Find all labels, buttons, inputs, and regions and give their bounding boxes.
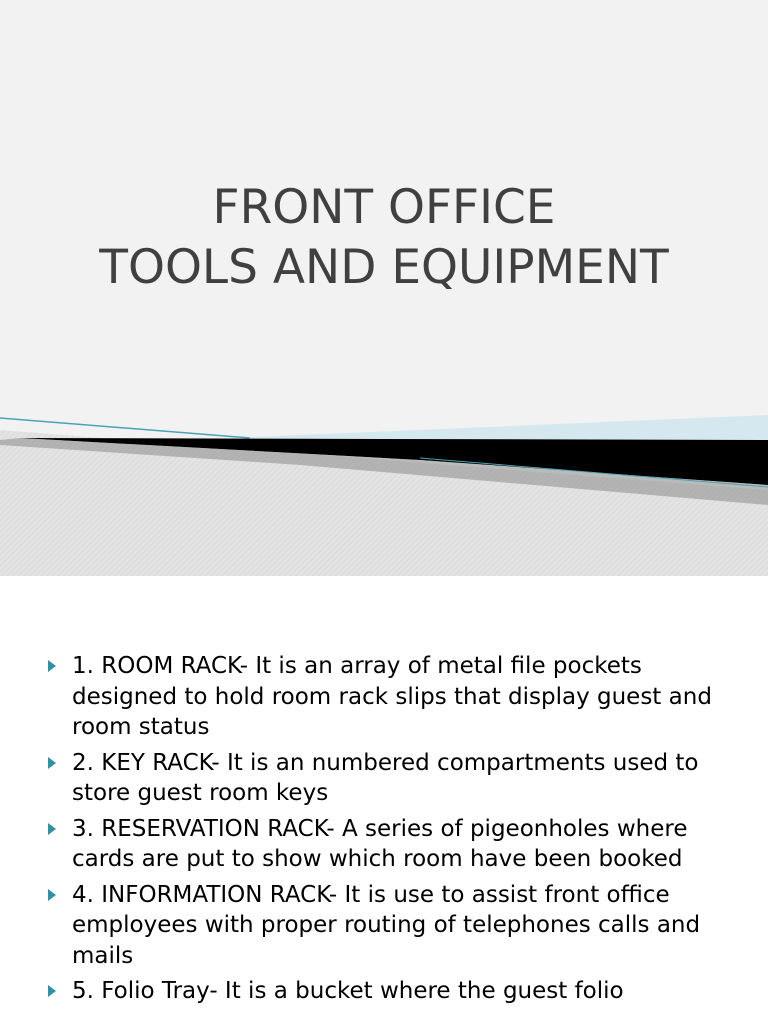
bullet-list (0, 651, 768, 1012)
list-item-text: 5. Folio Tray- It is a bucket where the guest folio (72, 978, 624, 1004)
content-slide (0, 576, 768, 1024)
bullet-arrow-icon (48, 889, 56, 901)
title-line-2: TOOLS AND EQUIPMENT (99, 240, 669, 295)
list-item-text: 4. INFORMATION RACK- It is use to assist front office employees with proper routing of telephones calls and mails (72, 881, 701, 969)
list-item (0, 976, 768, 1007)
bullet-arrow-icon (48, 985, 56, 997)
list-item (0, 880, 768, 972)
list-item-text: 3. RESERVATION RACK- A series of pigeonholes where cards are put to show which room have been booked (72, 815, 688, 872)
bullet-arrow-icon (48, 757, 56, 769)
list-item-text: 1. ROOM RACK- It is an array of metal file pockets designed to hold room rack slips that display guest and room status (72, 653, 712, 740)
bullet-arrow-icon (48, 660, 56, 672)
slide-title (0, 178, 768, 298)
list-item (0, 748, 768, 809)
list-item (0, 814, 768, 875)
list-item (0, 651, 768, 743)
light-blue-band (230, 415, 768, 442)
title-line-1: FRONT OFFICE (212, 180, 556, 235)
list-item-text: 2. KEY RACK- It is an numbered compartments used to store guest room keys (72, 749, 699, 806)
bullet-arrow-icon (48, 823, 56, 835)
